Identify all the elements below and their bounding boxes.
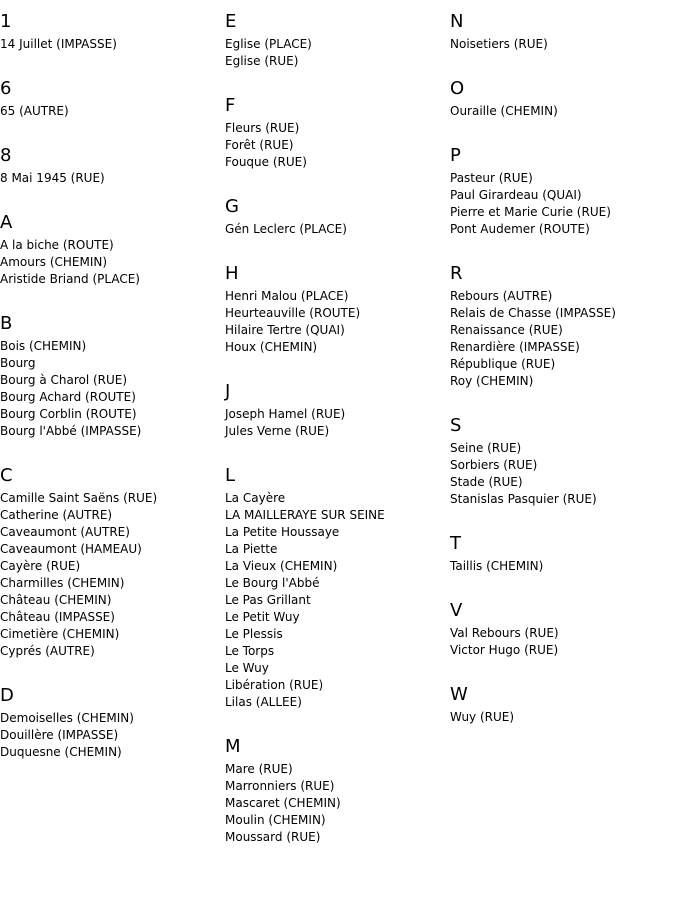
- street-item: Mascaret (CHEMIN): [225, 796, 341, 810]
- street-item: 65 (AUTRE): [0, 104, 69, 118]
- street-item: Noisetiers (RUE): [450, 37, 548, 51]
- street-list: [450, 709, 672, 726]
- street-item: Le Bourg l'Abbé: [225, 576, 320, 590]
- letter-group: [225, 733, 447, 846]
- street-item: La Piette: [225, 542, 278, 556]
- street-list: [0, 490, 222, 660]
- street-item: Château (IMPASSE): [0, 610, 115, 624]
- street-item: Ouraille (CHEMIN): [450, 104, 558, 118]
- letter-heading: T: [450, 533, 461, 554]
- street-item: Wuy (RUE): [450, 710, 515, 724]
- letter-group: [450, 260, 672, 390]
- street-list: [225, 406, 447, 440]
- street-list: [450, 103, 672, 120]
- street-item: Pasteur (RUE): [450, 171, 533, 185]
- letter-group: [450, 8, 672, 53]
- letter-heading: 8: [0, 145, 12, 166]
- letter-group: [225, 8, 447, 70]
- letter-heading: J: [225, 381, 231, 402]
- letter-group: [225, 260, 447, 356]
- street-item: Renardière (IMPASSE): [450, 340, 580, 354]
- street-item: Victor Hugo (RUE): [450, 643, 559, 657]
- letter-heading: D: [0, 685, 14, 706]
- street-list: [225, 490, 447, 711]
- street-item: Heurteauville (ROUTE): [225, 306, 361, 320]
- street-list: [0, 36, 222, 53]
- street-item: Marronniers (RUE): [225, 779, 335, 793]
- letter-heading: P: [450, 145, 461, 166]
- street-item: Catherine (AUTRE): [0, 508, 113, 522]
- street-list: [225, 288, 447, 356]
- street-list: [450, 36, 672, 53]
- letter-group: [0, 142, 222, 187]
- letter-heading: B: [0, 313, 13, 334]
- letter-heading: 1: [0, 11, 12, 32]
- letter-group: [225, 193, 447, 238]
- street-item: Hilaire Tertre (QUAI): [225, 323, 345, 337]
- street-item: Stade (RUE): [450, 475, 523, 489]
- letter-heading: V: [450, 600, 463, 621]
- street-list: [225, 761, 447, 846]
- letter-group: [0, 682, 222, 761]
- street-item: Demoiselles (CHEMIN): [0, 711, 134, 725]
- street-item: Château (CHEMIN): [0, 593, 112, 607]
- street-item: Lilas (ALLEE): [225, 695, 302, 709]
- letter-heading: W: [450, 684, 468, 705]
- letter-heading: O: [450, 78, 465, 99]
- street-item: Bourg l'Abbé (IMPASSE): [0, 424, 142, 438]
- street-item: Gén Leclerc (PLACE): [225, 222, 347, 236]
- letter-heading: N: [450, 11, 464, 32]
- street-item: Renaissance (RUE): [450, 323, 563, 337]
- street-item: Pont Audemer (ROUTE): [450, 222, 590, 236]
- street-item: Fleurs (RUE): [225, 121, 300, 135]
- street-item: La Vieux (CHEMIN): [225, 559, 338, 573]
- street-item: Val Rebours (RUE): [450, 626, 559, 640]
- letter-heading: H: [225, 263, 239, 284]
- street-item: Le Plessis: [225, 627, 283, 641]
- street-item: A la biche (ROUTE): [0, 238, 114, 252]
- street-item: Caveaumont (HAMEAU): [0, 542, 142, 556]
- street-item: Aristide Briand (PLACE): [0, 272, 140, 286]
- street-list: [450, 440, 672, 508]
- street-item: Bourg: [0, 356, 36, 370]
- street-item: Eglise (PLACE): [225, 37, 312, 51]
- street-item: Douillère (IMPASSE): [0, 728, 119, 742]
- street-item: 14 Juillet (IMPASSE): [0, 37, 117, 51]
- street-item: Le Pas Grillant: [225, 593, 311, 607]
- street-item: Bourg à Charol (RUE): [0, 373, 128, 387]
- letter-group: [450, 412, 672, 508]
- street-item: Cimetière (CHEMIN): [0, 627, 120, 641]
- street-item: République (RUE): [450, 357, 556, 371]
- street-item: Seine (RUE): [450, 441, 522, 455]
- street-item: Henri Malou (PLACE): [225, 289, 349, 303]
- street-item: Sorbiers (RUE): [450, 458, 538, 472]
- letter-group: [0, 462, 222, 660]
- letter-heading: C: [0, 465, 13, 486]
- letter-heading: M: [225, 736, 241, 757]
- street-item: Amours (CHEMIN): [0, 255, 108, 269]
- street-item: Pierre et Marie Curie (RUE): [450, 205, 611, 219]
- street-list: [225, 36, 447, 70]
- street-item: Rebours (AUTRE): [450, 289, 553, 303]
- street-item: Bourg Achard (ROUTE): [0, 390, 136, 404]
- street-item: 8 Mai 1945 (RUE): [0, 171, 105, 185]
- street-item: Stanislas Pasquier (RUE): [450, 492, 597, 506]
- street-list: [450, 625, 672, 659]
- street-item: Camille Saint Saëns (RUE): [0, 491, 158, 505]
- street-list: [0, 237, 222, 288]
- street-item: Le Torps: [225, 644, 275, 658]
- street-item: La Cayère: [225, 491, 286, 505]
- street-item: Charmilles (CHEMIN): [0, 576, 125, 590]
- street-list: [0, 103, 222, 120]
- letter-group: [450, 681, 672, 726]
- column-3: [450, 8, 672, 726]
- street-item: La Petite Houssaye: [225, 525, 340, 539]
- street-item: Taillis (CHEMIN): [450, 559, 544, 573]
- letter-heading: A: [0, 212, 13, 233]
- letter-group: [450, 142, 672, 238]
- street-item: Bourg Corblin (ROUTE): [0, 407, 137, 421]
- street-item: Mare (RUE): [225, 762, 293, 776]
- letter-heading: L: [225, 465, 236, 486]
- street-item: Joseph Hamel (RUE): [225, 407, 346, 421]
- street-item: LA MAILLERAYE SUR SEINE: [225, 508, 385, 522]
- letter-group: [0, 75, 222, 120]
- street-item: Forêt (RUE): [225, 138, 294, 152]
- street-list: [0, 338, 222, 440]
- letter-group: [450, 75, 672, 120]
- street-item: Le Wuy: [225, 661, 269, 675]
- street-item: Cayère (RUE): [0, 559, 81, 573]
- letter-group: [0, 209, 222, 288]
- street-item: Cyprés (AUTRE): [0, 644, 95, 658]
- street-list: [225, 221, 447, 238]
- street-item: Le Petit Wuy: [225, 610, 300, 624]
- letter-heading: R: [450, 263, 463, 284]
- street-item: Eglise (RUE): [225, 54, 299, 68]
- letter-group: [450, 530, 672, 575]
- street-item: Caveaumont (AUTRE): [0, 525, 130, 539]
- letter-group: [0, 8, 222, 53]
- street-list: [450, 170, 672, 238]
- street-item: Bois (CHEMIN): [0, 339, 87, 353]
- letter-heading: G: [225, 196, 239, 217]
- street-item: Duquesne (CHEMIN): [0, 745, 122, 759]
- street-list: [0, 170, 222, 187]
- letter-group: [225, 378, 447, 440]
- street-item: Paul Girardeau (QUAI): [450, 188, 582, 202]
- letter-heading: E: [225, 11, 237, 32]
- street-list: [0, 710, 222, 761]
- column-2: [225, 8, 447, 846]
- street-list: [450, 558, 672, 575]
- street-item: Libération (RUE): [225, 678, 324, 692]
- column-1: [0, 8, 222, 761]
- letter-group: [225, 92, 447, 171]
- street-item: Roy (CHEMIN): [450, 374, 534, 388]
- letter-heading: 6: [0, 78, 12, 99]
- street-item: Jules Verne (RUE): [225, 424, 330, 438]
- street-list: [225, 120, 447, 171]
- letter-group: [0, 310, 222, 440]
- street-item: Relais de Chasse (IMPASSE): [450, 306, 616, 320]
- letter-heading: F: [225, 95, 236, 116]
- street-item: Moulin (CHEMIN): [225, 813, 326, 827]
- letter-group: [225, 462, 447, 711]
- letter-group: [450, 597, 672, 659]
- letter-heading: S: [450, 415, 462, 436]
- street-item: Houx (CHEMIN): [225, 340, 318, 354]
- street-list: [450, 288, 672, 390]
- street-item: Moussard (RUE): [225, 830, 321, 844]
- street-item: Fouque (RUE): [225, 155, 307, 169]
